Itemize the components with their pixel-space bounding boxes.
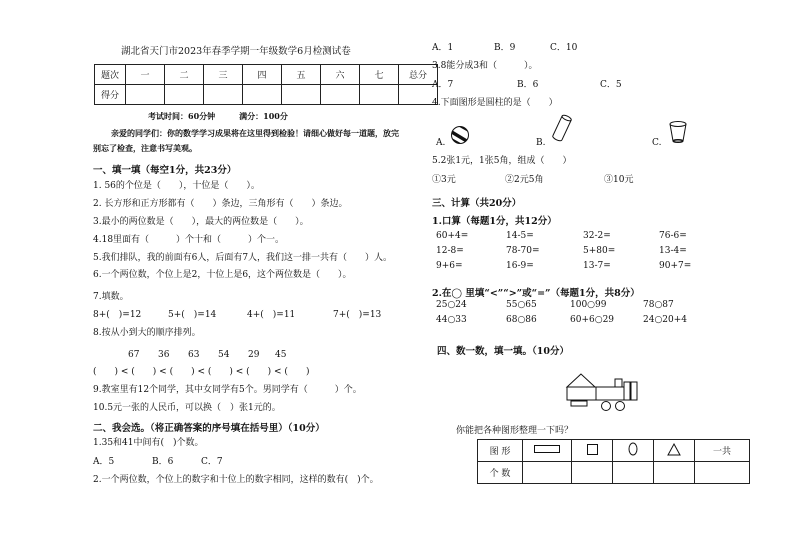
s1-q5: 5.我们排队，我的前面有6人，后面有7人，我们这一排一共有（ ）人。 — [93, 253, 393, 263]
s1-q7-item: 4+( )=11 — [247, 310, 296, 320]
score-header-4: 四 — [243, 65, 282, 85]
intro-line-2: 别忘了检查，注意书写美观。 — [93, 143, 197, 153]
score-header-2: 二 — [165, 65, 204, 85]
row-label-count: 个 数 — [478, 462, 523, 484]
score-row-label: 得分 — [95, 85, 126, 105]
count-cell[interactable] — [613, 462, 654, 484]
s2-q1: 1.35和41中间有( )个数。 — [93, 438, 204, 448]
score-cell[interactable] — [126, 85, 165, 105]
score-header-5: 五 — [282, 65, 321, 85]
s2-q2-opt: A．1 — [432, 43, 454, 53]
compare-item: 78○87 — [643, 300, 674, 310]
s1-q8-num: 29 — [248, 350, 260, 360]
s2-q2-opt: B．9 — [494, 43, 516, 53]
row-label-shape: 图 形 — [478, 440, 523, 462]
compare-item: 68○86 — [506, 315, 537, 325]
s2-q5: 5.2张1元，1张5角，组成（ ） — [432, 156, 572, 166]
s2-q1-opt: C．7 — [201, 457, 223, 467]
s1-q8-num: 63 — [188, 350, 200, 360]
oral-item: 14-5= — [506, 231, 534, 241]
s2-q4-opt: A. — [436, 138, 446, 148]
s2-q4-opt: C. — [652, 138, 662, 148]
score-header-3: 三 — [204, 65, 243, 85]
s2-q3-opt: B．6 — [517, 80, 539, 90]
s1-q6: 6.一个两位数，个位上是2，十位上是6，这个两位数是（ ）。 — [93, 270, 352, 280]
s2-q4-opt: B. — [536, 138, 546, 148]
oval-icon — [613, 440, 654, 462]
count-cell[interactable] — [523, 462, 572, 484]
s1-q10: 10.5元一张的人民币，可以换（ ）张1元的。 — [93, 403, 281, 413]
s2-q3: 3.8能分成3和（ ）。 — [432, 61, 538, 71]
oral-item: 78-70= — [506, 246, 540, 256]
oral-item: 12-8= — [436, 246, 464, 256]
s2-q1-opt: B．6 — [152, 457, 174, 467]
compare-item: 100○99 — [570, 300, 607, 310]
oral-item: 16-9= — [506, 261, 534, 271]
oral-item: 9+6= — [436, 261, 463, 271]
oral-item: 32-2= — [583, 231, 611, 241]
s1-q8-slots: ( ) < ( ) < ( ) < ( ) < ( ) < ( ) — [93, 367, 310, 377]
s1-q8: 8.按从小到大的顺序排列。 — [93, 328, 201, 338]
score-header-8: 总分 — [399, 65, 438, 85]
exam-info: 考试时间：60分钟 满分：100分 — [148, 111, 288, 121]
compare-item: 44○33 — [436, 315, 467, 325]
s1-q7: 7.填数。 — [93, 292, 129, 302]
s2-q3-opt: A．7 — [432, 80, 454, 90]
score-cell[interactable] — [243, 85, 282, 105]
page-title: 湖北省天门市2023年春季学期一年级数学6月检测试卷 — [121, 46, 351, 57]
score-header-6: 六 — [321, 65, 360, 85]
section-3-heading: 三、计算（共20分） — [432, 198, 522, 209]
score-cell[interactable] — [360, 85, 399, 105]
s2-q3-opt: C．5 — [600, 80, 622, 90]
s2-q5-opt: ③10元 — [604, 175, 634, 185]
oral-item: 5+80= — [583, 246, 616, 256]
score-cell[interactable] — [165, 85, 204, 105]
s1-q7-item: 5+( )=14 — [168, 310, 217, 320]
s1-q8-num: 36 — [158, 350, 170, 360]
square-icon — [572, 440, 613, 462]
s1-q1: 1. 56的个位是（ ），十位是（ ）。 — [93, 181, 260, 191]
cup-icon — [668, 120, 688, 144]
compare-item: 25○24 — [436, 300, 467, 310]
oral-item: 13-7= — [583, 261, 611, 271]
section-2-heading: 二、我会选。（将正确答案的序号填在括号里）（10分） — [93, 423, 325, 434]
s3-sub1: 1.口算（每题1分，共12分） — [432, 216, 557, 227]
compare-item: 24○20+4 — [643, 315, 688, 325]
s2-q2-opt: C．10 — [550, 43, 578, 53]
s4-question: 你能把各种图形整理一下吗？ — [456, 426, 574, 436]
s1-q3: 3.最小的两位数是（ ），最大的两位数是（ ）。 — [93, 217, 309, 227]
oral-item: 76-6= — [659, 231, 687, 241]
cylinder-icon — [550, 112, 574, 144]
section-1-heading: 一、填一填（每空1分，共23分） — [93, 165, 237, 176]
s1-q9: 9.教室里有12个同学，其中女同学有5个。男同学有（ ）个。 — [93, 385, 362, 395]
score-cell[interactable] — [282, 85, 321, 105]
score-cell[interactable] — [321, 85, 360, 105]
s1-q8-num: 67 — [128, 350, 140, 360]
count-cell[interactable] — [695, 462, 750, 484]
count-cell[interactable] — [654, 462, 695, 484]
s2-q5-opt: ②2元5角 — [505, 175, 544, 185]
ball-icon — [450, 125, 470, 145]
total-label: 一共 — [695, 440, 750, 462]
oral-item: 60+4= — [436, 231, 469, 241]
compare-item: 55○65 — [506, 300, 537, 310]
s2-q5-opt: ①3元 — [432, 175, 456, 185]
score-header-1: 一 — [126, 65, 165, 85]
s3-sub2: 2.在◯ 里填“<”“>”或“=”（每题1分，共8分） — [432, 288, 640, 299]
s1-q8-num: 54 — [218, 350, 230, 360]
s1-q2: 2. 长方形和正方形都有（ ）条边，三角形有（ ）条边。 — [93, 199, 348, 209]
shape-count-table — [477, 439, 750, 484]
s1-q4: 4.18里面有（ ）个十和（ ）个一。 — [93, 235, 285, 245]
s2-q2: 2.一个两位数，个位上的数字和十位上的数字相同，这样的数有( )个。 — [93, 475, 379, 485]
train-icon — [565, 370, 645, 416]
intro-line-1: 亲爱的同学们：你的数学学习成果将在这里得到检验！请细心做好每一道题，放完 — [111, 128, 399, 138]
count-cell[interactable] — [572, 462, 613, 484]
s1-q7-item: 8+( )=12 — [93, 310, 142, 320]
compare-item: 60+6○29 — [570, 315, 615, 325]
oral-item: 90+7= — [659, 261, 692, 271]
score-cell[interactable] — [204, 85, 243, 105]
s1-q7-item: 7+( )=13 — [333, 310, 382, 320]
s2-q1-opt: A．5 — [93, 457, 115, 467]
score-header-7: 七 — [360, 65, 399, 85]
s1-q8-num: 45 — [275, 350, 287, 360]
oral-item: 13-4= — [659, 246, 687, 256]
s2-q4: 4.下面图形是圆柱的是（ ） — [432, 98, 558, 108]
rectangle-icon — [523, 440, 572, 462]
score-table — [94, 64, 438, 105]
triangle-icon — [654, 440, 695, 462]
score-header-0: 题次 — [95, 65, 126, 85]
section-4-heading: 四、数一数，填一填。（10分） — [437, 346, 569, 357]
